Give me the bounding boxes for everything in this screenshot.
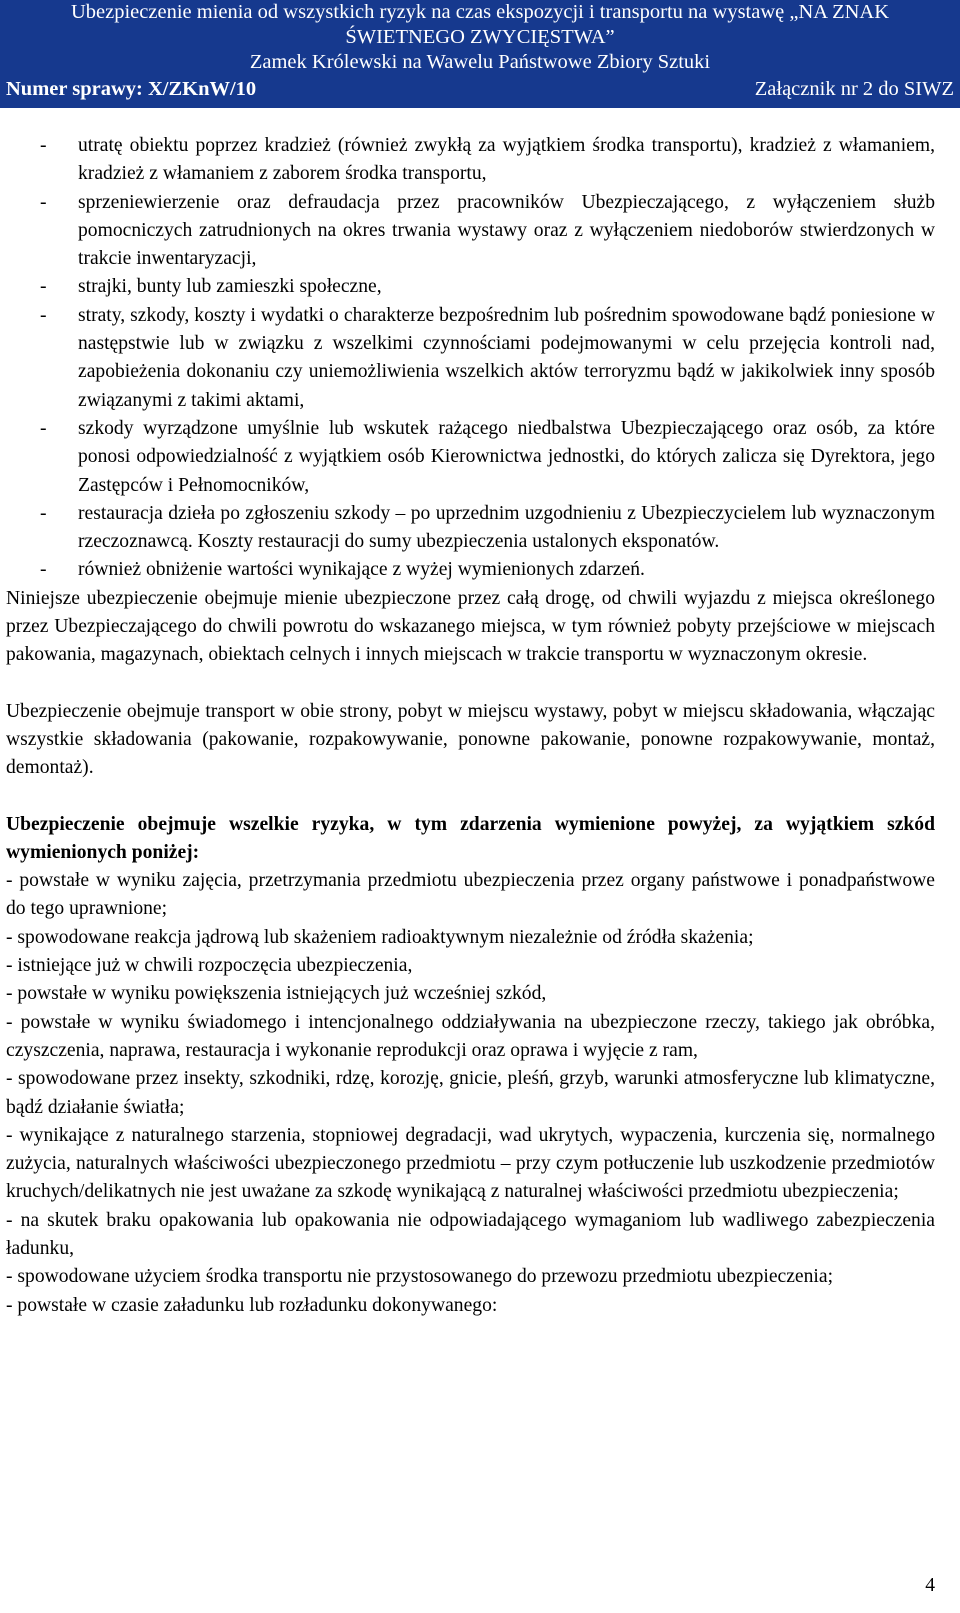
attachment-label: Załącznik nr 2 do SIWZ bbox=[754, 78, 954, 100]
covered-risks-list bbox=[6, 132, 935, 585]
list-item bbox=[6, 132, 935, 189]
list-dash: - bbox=[40, 417, 47, 439]
list-item bbox=[6, 556, 935, 584]
list-item-text: utratę obiektu poprzez kradzież (również zwykłą za wyjątkiem środka transportu), kradzież z włamaniem, kradzież z włamaniem z zaborem środka transportu, bbox=[78, 135, 935, 185]
document-body bbox=[6, 132, 935, 1320]
list-item-text: straty, szkody, koszty i wydatki o charakterze bezpośrednim lub pośrednim spowodowane bądź poniesione w następstwie lub w związku z wszelkimi czynnościami podejmowanymi w celu przejęcia kontroli nad, zapobieżenia dokonaniu czy uniemożliwienia wszelkich aktów terroryzmu bądź w jakikolwiek inny sposób związanymi z takimi aktami, bbox=[78, 304, 935, 411]
exclusion-item: - powstałe w wyniku zajęcia, przetrzymania przedmiotu ubezpieczenia przez organy państwowe i ponadpaństwowe do tego uprawnione; bbox=[6, 870, 935, 920]
list-item bbox=[6, 273, 935, 301]
spacer bbox=[6, 783, 935, 811]
list-item bbox=[6, 189, 935, 274]
exclusion-item: - istniejące już w chwili rozpoczęcia ubezpieczenia, bbox=[6, 955, 413, 977]
header-title-line-2: ŚWIETNEGO ZWYCIĘSTWA” bbox=[345, 26, 615, 48]
spacer bbox=[6, 670, 935, 698]
list-dash: - bbox=[40, 304, 47, 326]
list-item-text: również obniżenie wartości wynikające z wyżej wymienionych zdarzeń. bbox=[78, 559, 645, 581]
list-item bbox=[6, 415, 935, 500]
header-bottom-row bbox=[6, 77, 954, 102]
exclusion-item: - spowodowane przez insekty, szkodniki, rdzę, korozję, gnicie, pleśń, grzyb, warunki atmosferyczne lub klimatyczne, bądź działanie światła; bbox=[6, 1068, 935, 1118]
exclusions-list bbox=[6, 867, 935, 1320]
list-item-text: szkody wyrządzone umyślnie lub wskutek rażącego niedbalstwa Ubezpieczającego oraz osób, za które ponosi odpowiedzialność z wyjątkiem osób Kierownictwa jednostki, do których zalicza się Dyrektora, jego Zastępców i Pełnomocników, bbox=[78, 417, 935, 496]
list-item-text: sprzeniewierzenie oraz defraudacja przez pracowników Ubezpieczającego, z wyłączeniem służb pomocniczych zatrudnionych na okres trwania wystawy oraz z wyłączeniem niedoborów stwierdzonych w trakcie inwentaryzacji, bbox=[78, 191, 935, 270]
transport-coverage-paragraph: Ubezpieczenie obejmuje transport w obie strony, pobyt w miejscu wystawy, pobyt w miejscu składowania, włączając wszystkie składowania (pakowanie, rozpakowywanie, ponowne pakowanie, ponowne rozpakowywanie, montaż, demontaż). bbox=[6, 700, 935, 779]
page-number: 4 bbox=[925, 1575, 935, 1596]
list-item bbox=[6, 302, 935, 415]
list-item-text: strajki, bunty lub zamieszki społeczne, bbox=[78, 276, 382, 298]
list-item-text: restauracja dzieła po zgłoszeniu szkody – po uprzednim uzgodnieniu z Ubezpieczycielem lub wyznaczonym rzeczoznawcą. Koszty restauracji do sumy ubezpieczenia ustalonych eksponatów. bbox=[78, 502, 935, 553]
list-dash: - bbox=[40, 135, 47, 156]
case-number: Numer sprawy: X/ZKnW/10 bbox=[6, 78, 257, 100]
list-item bbox=[6, 500, 935, 557]
header-title-line-1: Ubezpieczenie mienia od wszystkich ryzyk na czas ekspozycji i transportu na wystawę „NA ZNAK bbox=[70, 1, 890, 23]
header-title-line-3: Zamek Królewski na Wawelu Państwowe Zbiory Sztuki bbox=[249, 51, 711, 73]
exclusion-item: - wynikające z naturalnego starzenia, stopniowej degradacji, wad ukrytych, wypaczenia, kurczenia się, normalnego zużycia, naturalnych właściwości ubezpieczonego przedmiotu – przy czym potłuczenie lub uszkodzenie przedmiotów kruchych/delikatnych nie jest uważane za szkodę wynikającą z naturalnej właściwości przedmiotu ubezpieczenia; bbox=[6, 1124, 935, 1203]
list-dash: - bbox=[40, 276, 47, 298]
exclusion-item: - powstałe w wyniku świadomego i intencjonalnego oddziaływania na ubezpieczone rzeczy, takiego jak obróbka, czyszczenia, naprawa, restauracja i wykonanie reprodukcji oraz oprawa i wyjęcie z ram, bbox=[6, 1011, 935, 1061]
exclusion-item: - powstałe w wyniku powiększenia istniejących już wcześniej szkód, bbox=[6, 983, 547, 1005]
list-dash: - bbox=[40, 191, 47, 213]
coverage-scope-paragraph: Niniejsze ubezpieczenie obejmuje mienie ubezpieczone przez całą drogę, od chwili wyjazdu z miejsca określonego przez Ubezpieczającego do chwili powrotu do wskazanego miejsca, w tym również pobyty przejściowe w miejscach pakowania, magazynach, obiektach celnych i innych miejscach w trakcie transportu w wyznaczonym okresie. bbox=[6, 587, 935, 666]
exclusions-heading: Ubezpieczenie obejmuje wszelkie ryzyka, w tym zdarzenia wymienione powyżej, za wyjątkiem szkód wymienionych poniżej: bbox=[6, 813, 935, 863]
exclusion-item: - powstałe w czasie załadunku lub rozładunku dokonywanego: bbox=[6, 1294, 498, 1316]
exclusion-item: - na skutek braku opakowania lub opakowania nie odpowiadającego wymaganiom lub wadliwego zabezpieczenia ładunku, bbox=[6, 1209, 935, 1259]
exclusion-item: - spowodowane użyciem środka transportu nie przystosowanego do przewozu przedmiotu ubezpieczenia; bbox=[6, 1266, 834, 1288]
page-header bbox=[0, 0, 960, 108]
exclusion-item: - spowodowane reakcja jądrową lub skażeniem radioaktywnym niezależnie od źródła skażenia; bbox=[6, 926, 754, 948]
list-dash: - bbox=[40, 502, 47, 524]
list-dash: - bbox=[40, 559, 47, 581]
